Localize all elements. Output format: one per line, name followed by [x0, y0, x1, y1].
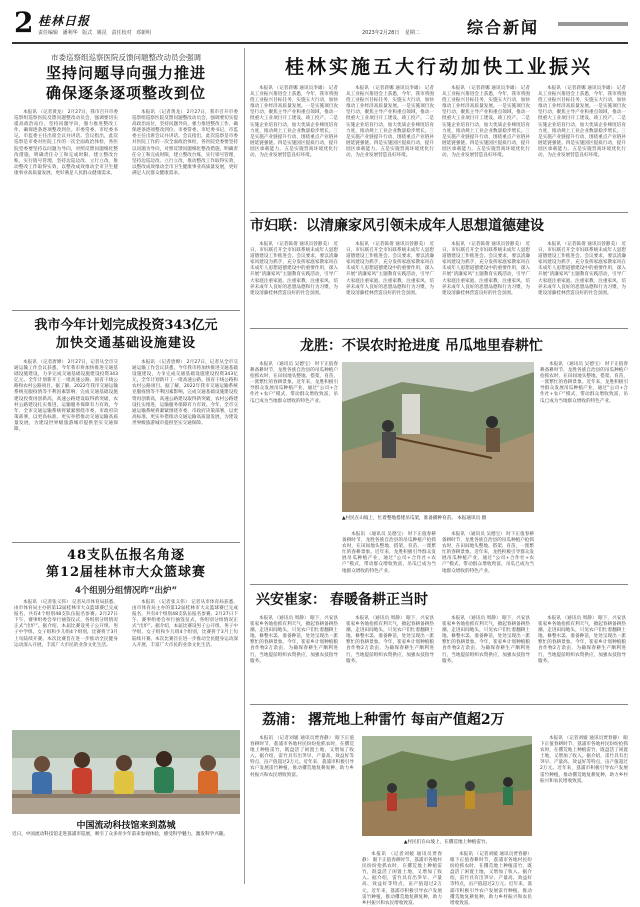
page-number: 2 — [14, 6, 34, 39]
divider — [12, 310, 240, 311]
child-figure — [72, 752, 92, 794]
article-title: 市妇联：以清廉家风引领未成年人思想道德建设 — [250, 218, 544, 234]
children-photo — [12, 730, 240, 814]
section-bar — [558, 22, 628, 26]
article-title: 兴安崔家： 春暖备耕正当时 — [256, 592, 428, 608]
worker-figure — [427, 779, 437, 807]
masthead-rule — [12, 42, 628, 44]
worker-figure — [387, 783, 397, 811]
photo-farmers — [342, 362, 534, 512]
divider — [250, 704, 628, 705]
photo-science-museum — [12, 730, 240, 814]
article-lipu-body: 本报讯 （记者刘媛 通讯员贾春静） 眼下正值春耕时节，荔浦市各地村民纷纷抢抓农时，在撂荒地上种植雷竹，既盘活了闲置土地，又增加了收入。据介绍，雷竹具有出笋早、产量高、效益好等特点，亩产值超过2万元。近年来，荔浦市积极引导农户发展雷竹种植，推动撂荒地复耕复种，助力乡村振兴和农民增收致富。 ▲村民们在山坡上，在撂荒地上种植雷竹。 本报讯 （记者刘媛 通讯员贾春静） 眼下正值春耕时节，荔浦市各地村民纷纷抢抓农时，在撂荒地上种植雷竹，既盘活了闲置土地，又增加了收入。据介绍，雷竹具有出笋早、产量高、效益好等特点，亩产值超过2万元。近年来，荔浦市积极引导农户发展雷竹种植，推动撂荒地复耕复种，助力乡村振兴和农民增收致富。 本报讯 （记者刘媛 通讯员贾春静） 眼下正值春耕时节，荔浦市各地村民纷纷抢抓农时，在撂荒地上种植雷竹，既盘活了闲置土地，又增加了收入。据介绍，雷竹具有出笋早、产量高、效益好等特点，亩产值超过2万元。近年来，荔浦市积极引导农户发展雷竹种植，推动撂荒地复耕复种，助力乡村振兴和农民增收致富。 本报讯 （记者刘媛 通讯员贾春静） 眼下正值春耕时节，荔浦市各地村民纷纷抢抓农时，在撂荒地上种植雷竹，既盘活了闲置土地，又增加了收入。据介绍，雷竹具有出笋早、产量高、效益好等特点，亩产值超过2万元。近年来，荔浦市积极引导农户发展雷竹种植，推动撂荒地复耕复种，助力乡村振兴和农民增收致富。 — [250, 736, 628, 906]
article-industry-body: 本报讯 （记者蒋娜 通讯员李雄） 记者从工业振兴推进会上获悉，今年，我市将围绕工业振兴目标任务，实施五大行动，加快推动工业经济高质量发展。一是实施项目攻坚行动，聚焦主导产业和重点领域，推动一批重大工业项目开工建设、竣工投产。二是实施企业培育行动，加大优质企业梯度培育力度，推动规上工业企业数量稳步增长。三是实施产业链提升行动，围绕重点产业链补链延链强链。四是实施园区提质行动，提升园区承载能力。五是实施营商环境优化行动，为企业发展营造良好环境。 本报讯 （记者蒋娜 通讯员李雄） 记者从工业振兴推进会上获悉，今年，我市将围绕工业振兴目标任务，实施五大行动，加快推动工业经济高质量发展。一是实施项目攻坚行动，聚焦主导产业和重点领域，推动一批重大工业项目开工建设、竣工投产。二是实施企业培育行动，加大优质企业梯度培育力度，推动规上工业企业数量稳步增长。三是实施产业链提升行动，围绕重点产业链补链延链强链。四是实施园区提质行动，提升园区承载能力。五是实施营商环境优化行动，为企业发展营造良好环境。 本报讯 （记者蒋娜 通讯员李雄） 记者从工业振兴推进会上获悉，今年，我市将围绕工业振兴目标任务，实施五大行动，加快推动工业经济高质量发展。一是实施项目攻坚行动，聚焦主导产业和重点领域，推动一批重大工业项目开工建设、竣工投产。二是实施企业培育行动，加大优质企业梯度培育力度，推动规上工业企业数量稳步增长。三是实施产业链提升行动，围绕重点产业链补链延链强链。四是实施园区提质行动，提升园区承载能力。五是实施营商环境优化行动，为企业发展营造良好环境。 本报讯 （记者蒋娜 通讯员李雄） 记者从工业振兴推进会上获悉，今年，我市将围绕工业振兴目标任务，实施五大行动，加快推动工业经济高质量发展。一是实施项目攻坚行动，聚焦主导产业和重点领域，推动一批重大工业项目开工建设、竣工投产。二是实施企业培育行动，加大优质企业梯度培育力度，推动规上工业企业数量稳步增长。三是实施产业链提升行动，围绕重点产业链补链延链强链。四是实施园区提质行动，提升园区承载能力。五是实施营商环境优化行动，为企业发展营造良好环境。 — [250, 86, 626, 159]
article-family-values: 市妇联：以清廉家风引领未成年人思想道德建设 本报讯 （记者陈倩 通讯员曾静美） 近日，市妇联召开全市妇联系统未成年人思想道德建设工作推进会。会议要求，要以清廉家风建设为抓手，充分发挥家庭家教家风在未成年人思想道德建设中的重要作用，深入开展“清廉家风”主题教育实践活动，引导广大家庭注重家庭、注重家教、注重家风，培养未成年人良好的思想品德和行为习惯，为建设清廉桂林营造良好的社会氛围。 本报讯 （记者陈倩 通讯员曾静美） 近日，市妇联召开全市妇联系统未成年人思想道德建设工作推进会。会议要求，要以清廉家风建设为抓手，充分发挥家庭家教家风在未成年人思想道德建设中的重要作用，深入开展“清廉家风”主题教育实践活动，引导广大家庭注重家庭、注重家教、注重家风，培养未成年人良好的思想品德和行为习惯，为建设清廉桂林营造良好的社会氛围。 本报讯 （记者陈倩 通讯员曾静美） 近日，市妇联召开全市妇联系统未成年人思想道德建设工作推进会。会议要求，要以清廉家风建设为抓手，充分发挥家庭家教家风在未成年人思想道德建设中的重要作用，深入开展“清廉家风”主题教育实践活动，引导广大家庭注重家庭、注重家教、注重家风，培养未成年人良好的思想品德和行为习惯，为建设清廉桂林营造良好的社会氛围。 本报讯 （记者陈倩 通讯员曾静美） 近日，市妇联召开全市妇联系统未成年人思想道德建设工作推进会。会议要求，要以清廉家风建设为抓手，充分发挥家庭家教家风在未成年人思想道德建设中的重要作用，深入开展“清廉家风”主题教育实践活动，引导广大家庭注重家庭、注重家教、注重家风，培养未成年人良好的思想品德和行为习惯，为建设清廉桂林营造良好的社会氛围。 — [250, 218, 626, 296]
masthead — [12, 8, 628, 42]
child-figure — [198, 755, 218, 795]
article-body-continued: 本报讯 （记者唐嫦） 2月27日，记者从全市交通运输工作会议获悉，今年我市将加快推进交通基础设施建设，力争完成交通基础设施建设投资343亿元，全年计划新开工一批高速公路、国省干线公路和农村公路项目。据了解，2022年我市交通运输系统克服疫情等不利因素影响，完成交通基础设施建设投资再创新高，高速公路建设取得新突破，农村公路建设扎实推进，运输服务保障有力有效。今年，全市交通运输系统将紧紧围绕市委、市政府决策部署，以更高标准、更实举措推动交通运输高质量发展，为建设世界级旅游城市提供坚实交通保障。 — [132, 360, 238, 426]
article-title-line2: 第12届桂林市大众篮球赛 — [45, 565, 207, 580]
article-title-industry: 桂林实施五大行动加快工业振兴 — [284, 56, 593, 78]
divider — [250, 328, 628, 329]
article-body: 本报讯 （记者唐嫦） 2月27日，记者从全市交通运输工作会议获悉，今年我市将加快推进交通基础设施建设，力争完成交通基础设施建设投资343亿元，全年计划新开工一批高速公路、国省干线公路和农村公路项目。据了解，2022年我市交通运输系统克服疫情等不利因素影响，完成交通基础设施建设投资再创新高，高速公路建设取得新突破，农村公路建设扎实推进，运输服务保障有力有效。今年，全市交通运输系统将紧紧围绕市委、市政府决策部署，以更高标准、更实举措推动交通运输高质量发展，为建设世界级旅游城市提供坚实交通保障。 — [14, 360, 118, 433]
article-body-continued: 本报讯 （记者黄龙） 2月27日，我市召开市委巡察组巡察医院反馈问题整改动员会，强调要切实提高政治站位，坚持问题导向，强力推进整改工作，确保逐条逐项整改到位。市委常委、市纪委书记、市监委主任出席会议并讲话。会议指出，此次巡察是市委对医院工作的一次全面政治体检，各医院党委要坚持以问题为导向，对照反馈问题细化整改措施，明确责任分工和完成时限，建立整改台账，实行销号管理，坚持边巡边改、立行立改，推动整改工作取得实效，以整改成效推动全市卫生健康事业高质量发展，更好满足人民群众健康需求。 — [132, 110, 238, 176]
photo-caption-body: 近日，中国流动科技馆走进荔浦市巡展，吸引了众多青少年前来参观体验，感受科学魅力，激发科学兴趣。 — [12, 832, 228, 837]
article-title-line2: 加快交通基础设施建设 — [55, 336, 196, 351]
article-title-line1: 48支队伍报名角逐 — [66, 548, 186, 563]
article-body: 本报讯 （记者黄龙） 2月27日，我市召开市委巡察组巡察医院反馈问题整改动员会，强调要切实提高政治站位，坚持问题导向，强力推进整改工作，确保逐条逐项整改到位。市委常委、市纪委书记、市监委主任出席会议并讲话。会议指出，此次巡察是市委对医院工作的一次全面政治体检，各医院党委要坚持以问题为导向，对照反馈问题细化整改措施，明确责任分工和完成时限，建立整改台账，实行销号管理，坚持边巡边改、立行立改，推动整改工作取得实效，以整改成效推动全市卫生健康事业高质量发展，更好满足人民群众健康需求。 — [14, 110, 118, 176]
article-title-line1: 坚持问题导向强力推进 — [45, 64, 206, 82]
article-inspection — [12, 52, 240, 306]
article-body: 本报讯 （记者张义伟） 记者从市体育局获悉，由市体育局主办的第12届桂林市大众篮球赛已完成报名，共有4个组别48支队伍报名参赛。2月27日下午，赛事组委会举行抽签仪式，各组别分组情况正式“出炉”。据介绍，本届比赛设男子公开组、男子中学组、女子组和少儿组4个组别，比赛将于3月上旬陆续开赛。本次比赛旨在进一步推动全民健身运动深入开展，丰富广大市民的业余文化生活。 — [14, 600, 118, 648]
article-title-longsheng: 龙胜：不误农时抢进度 吊瓜地里春耕忙 — [300, 338, 543, 354]
article-body-continued: 本报讯 （记者张义伟） 记者从市体育局获悉，由市体育局主办的第12届桂林市大众篮球赛已完成报名，共有4个组别48支队伍报名参赛。2月27日下午，赛事组委会举行抽签仪式，各组别分组情况正式“出炉”。据介绍，本届比赛设男子公开组、男子中学组、女子组和少儿组4个组别，比赛将于3月上旬陆续开赛。本次比赛旨在进一步推动全民健身运动深入开展，丰富广大市民的业余文化生活。 — [132, 600, 238, 648]
paper-name: 桂林日报 — [38, 14, 91, 28]
article-title-line1: 我市今年计划完成投资343亿元 — [34, 318, 218, 333]
divider — [250, 584, 628, 585]
worker-figure — [503, 777, 513, 805]
planting-photo — [362, 736, 532, 836]
article-kicker: 市委巡察组巡察医院反馈问题整改动员会强调 — [51, 53, 201, 62]
article-title-lipu: 荔浦： 撂荒地上种雷竹 每亩产值超2万 — [262, 712, 505, 728]
photo-caption-title: 中国流动科技馆来到荔城 — [76, 821, 176, 831]
article-subtitle: 4个组别分组情况昨“出炉” — [74, 586, 178, 596]
publish-date: 2023年2月28日 星期二 — [362, 30, 420, 36]
article-longsheng-body: 本报讯 （通讯员 吴德宝） 时下正值春耕备耕时节，龙胜各族自治县的吊瓜种植户抢抓农时，在田间地头整地、搭架、育苗，一派繁忙的春耕景象。近年来，龙胜积极引导群众发展吊瓜种植产业，通过“公司+合作社+农户”模式，带动群众增收致富，吊瓜已成为当地群众增收的特色产业。 ▲村民在山坡上，忙着整地搭建吊瓜架，准备播种育苗。 本报通讯员 摄 本报讯 （通讯员 吴德宝） 时下正值春耕备耕时节，龙胜各族自治县的吊瓜种植户抢抓农时，在田间地头整地、搭架、育苗，一派繁忙的春耕景象。近年来，龙胜积极引导群众发展吊瓜种植产业，通过“公司+合作社+农户”模式，带动群众增收致富，吊瓜已成为当地群众增收的特色产业。 本报讯 （通讯员 吴德宝） 时下正值春耕备耕时节，龙胜各族自治县的吊瓜种植户抢抓农时，在田间地头整地、搭架、育苗，一派繁忙的春耕景象。近年来，龙胜积极引导群众发展吊瓜种植产业，通过“公司+合作社+农户”模式，带动群众增收致富，吊瓜已成为当地群众增收的特色产业。 本报讯 （通讯员 吴德宝） 时下正值春耕备耕时节，龙胜各族自治县的吊瓜种植户抢抓农时，在田间地头整地、搭架、育苗，一派繁忙的春耕景象。近年来，龙胜积极引导群众发展吊瓜种植产业，通过“公司+合作社+农户”模式，带动群众增收致富，吊瓜已成为当地群众增收的特色产业。 — [250, 362, 628, 574]
worker-figure — [465, 781, 475, 809]
child-figure — [154, 751, 174, 793]
hillside-photo — [342, 362, 534, 512]
divider — [12, 542, 240, 543]
column-divider — [244, 48, 245, 884]
divider — [250, 212, 628, 213]
photo-caption: ▲村民在山坡上，忙着整地搭建吊瓜架，准备播种育苗。 本报通讯员 摄 — [342, 516, 487, 521]
section-title: 综合新闻 — [467, 18, 540, 37]
farmer-figure — [486, 416, 500, 452]
child-figure — [114, 755, 134, 795]
article-basketball — [12, 548, 240, 728]
article-title-line2: 确保逐条逐项整改到位 — [45, 84, 206, 102]
photo-bamboo-planting — [362, 736, 532, 836]
photo-caption: ▲村民们在山坡上，在撂荒地上种植雷竹。 — [403, 840, 491, 845]
article-xingan: 兴安崔家： 春暖备耕正当时 本报讯 （通讯员 周静） 眼下，兴安县崔家乡各地抢抓有利天气，掀起春耕备耕热潮。走进田间地头，只见农户们忙着翻耕土地、修整水渠、准备种苗，处处呈现出一派繁忙的春耕景象。今年，崔家乡计划种植粮食作物2万余亩，为确保春耕生产顺利进行，当地提前组织农资供应，加强农技指导服务。 本报讯 （通讯员 周静） 眼下，兴安县崔家乡各地抢抓有利天气，掀起春耕备耕热潮。走进田间地头，只见农户们忙着翻耕土地、修整水渠、准备种苗，处处呈现出一派繁忙的春耕景象。今年，崔家乡计划种植粮食作物2万余亩，为确保春耕生产顺利进行，当地提前组织农资供应，加强农技指导服务。 本报讯 （通讯员 周静） 眼下，兴安县崔家乡各地抢抓有利天气，掀起春耕备耕热潮。走进田间地头，只见农户们忙着翻耕土地、修整水渠、准备种苗，处处呈现出一派繁忙的春耕景象。今年，崔家乡计划种植粮食作物2万余亩，为确保春耕生产顺利进行，当地提前组织农资供应，加强农技指导服务。 本报讯 （通讯员 周静） 眼下，兴安县崔家乡各地抢抓有利天气，掀起春耕备耕热潮。走进田间地头，只见农户们忙着翻耕土地、修整水渠、准备种苗，处处呈现出一派繁忙的春耕景象。今年，崔家乡计划种植粮食作物2万余亩，为确保春耕生产顺利进行，当地提前组织农资供应，加强农技指导服务。 — [250, 592, 626, 664]
article-transport — [12, 318, 240, 540]
staff-line: 责任编辑 潘利华 版式 姚昆 责任校对 邓新明 — [38, 30, 152, 36]
child-figure — [32, 756, 52, 796]
